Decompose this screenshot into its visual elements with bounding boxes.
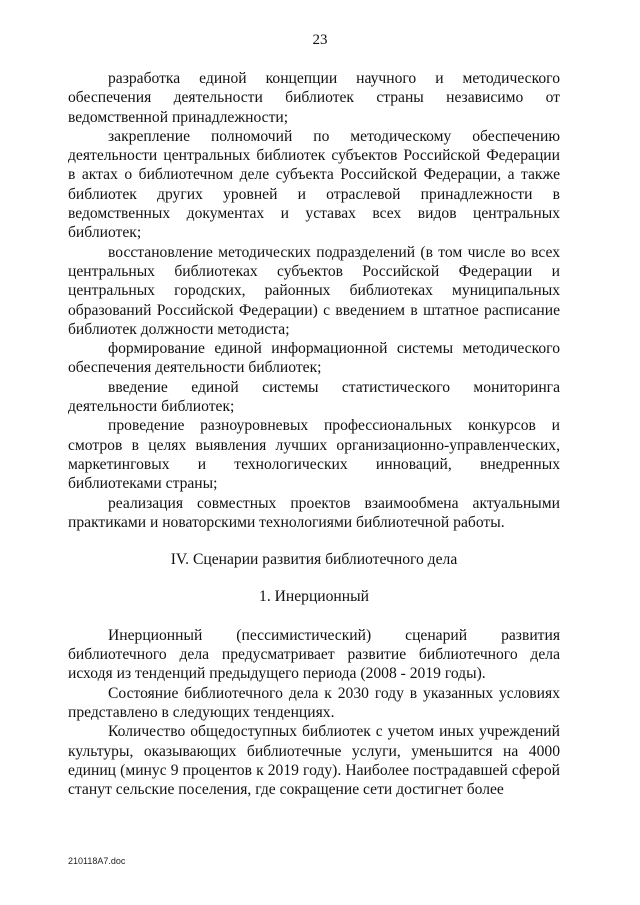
paragraph-authority-consolidation: закрепление полномочий по методическому обеспечению деятельности центральных библиотек субъектов Российской Федерации в актах о библиотечном деле субъекта Российской Федерации, а также библиотек других уровней и отраслевой принадлежности в ведомственных документах и уставах всех видов центральных библиотек; <box>68 127 560 242</box>
paragraph-restore-departments: восстановление методических подразделений (в том числе во всех центральных библиотеках субъектов Российской Федерации и центральных городских, районных библиотеках муниципальных образований Российской Федерации) с введением в штатное расписание библиотек должности методиста; <box>68 243 560 338</box>
paragraph-information-system: формирование единой информационной системы методического обеспечения деятельности библиотек; <box>68 340 560 377</box>
subsection-heading: 1. Инерционный <box>259 588 369 606</box>
paragraph-inertial-scenario: Инерционный (пессимистический) сценарий развития библиотечного дела предусматривает развитие библиотечного дела исходя из тенденций предыдущего периода (2008 - 2019 годы). <box>68 626 560 683</box>
paragraph-joint-projects: реализация совместных проектов взаимообмена актуальными практиками и новаторскими технологиями библиотечной работы. <box>68 494 560 531</box>
section-heading: IV. Сценарии развития библиотечного дела <box>170 551 458 569</box>
document-body <box>68 69 560 799</box>
paragraph-methodology-concept: разработка единой концепции научного и методического обеспечения деятельности библиотек страны независимо от ведомственной принадлежности; <box>68 70 560 126</box>
paragraph-state-2030: Состояние библиотечного дела к 2030 году в указанных условиях представлено в следующих тенденциях. <box>68 684 560 721</box>
footer-file-code: 210118A7.doc <box>68 856 126 866</box>
paragraph-competitions: проведение разноуровневых профессиональных конкурсов и смотров в целях выявления лучших организационно-управленческих, маркетинговых и технологических инноваций, внедренных библиотеками страны; <box>68 417 560 493</box>
page-number: 23 <box>312 32 328 48</box>
paragraph-statistical-monitoring: введение единой системы статистического мониторинга деятельности библиотек; <box>68 378 560 416</box>
paragraph-library-count: Количество общедоступных библиотек с учетом иных учреждений культуры, оказывающих библиотечные услуги, уменьшится на 4000 единиц (минус 9 процентов к 2019 году). Наиболее пострадавшей сферой станут сельские поселения, где сокращение сети достигнет более <box>68 723 560 799</box>
